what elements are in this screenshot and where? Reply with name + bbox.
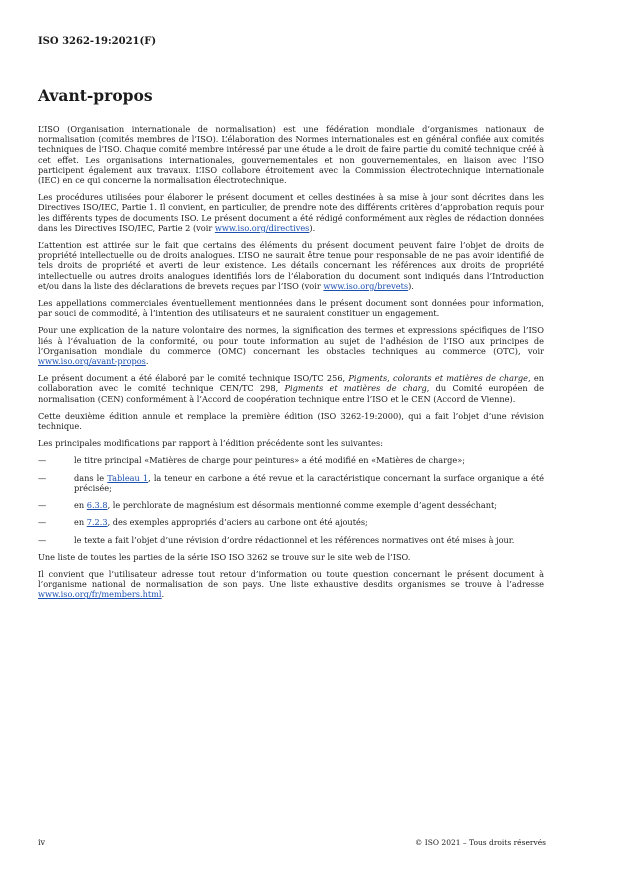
paragraph-procedures [38, 192, 544, 233]
document-body [38, 124, 544, 607]
list-item [38, 473, 544, 493]
paragraph-text: , du Comité européen de normalisation (CEN) conformément à l’Accord de coopération technique entre l’ISO et le CEN (Accord de Vienne). [38, 383, 544, 404]
foreword-link[interactable]: www.iso.org/avant-propos [38, 356, 146, 367]
list-item [38, 535, 544, 545]
paragraph-text: Il convient que l’utilisateur adresse tout retour d’information ou toute question concernant le présent document à l’organisme national de normalisation de son pays. Une liste exhaustive desdits organismes se trouve à l’adresse [38, 568, 544, 590]
list-item-text: , le perchlorate de magnésium est désormais mentionné comme exemple d’agent desséchant; [107, 500, 498, 511]
list-dash: — [38, 455, 47, 466]
list-item-text: dans le [74, 472, 108, 483]
list-item [38, 455, 544, 465]
table-1-link[interactable]: Tableau 1 [107, 472, 149, 483]
paragraph-text: Pour une explication de la nature volontaire des normes, la signification des termes et expressions spécifiques de l’ISO liés à l’évaluation de la conformité, ou pour toute information au sujet de l’adhésion de l’ISO aux principes de l’Organisation mondiale du commerce (OMC) concernant les obstacles techniques au commerce (OTC), voir [38, 325, 544, 356]
paragraph-committee [38, 373, 544, 404]
list-dash: — [38, 500, 47, 511]
paragraph-text: , en collaboration avec le comité technique CEN/TC 298, [38, 373, 544, 394]
paragraph-text: Le présent document a été élaboré par le comité technique ISO/TC 256, [38, 373, 349, 384]
clause-7-2-3-link[interactable]: 7.2.3 [86, 517, 108, 528]
members-link[interactable]: www.iso.org/fr/members.html [38, 589, 162, 600]
list-item-text: , la teneur en carbone a été revue et la caractéristique concernant la surface organique a été précisée; [74, 472, 544, 493]
paragraph-patents [38, 240, 544, 291]
section-title: Avant-propos [38, 86, 153, 105]
list-dash: — [38, 534, 47, 545]
paragraph-feedback [38, 569, 544, 600]
paragraph-text: L’attention est attirée sur le fait que certains des éléments du présent document peuvent faire l’objet de droits de propriété intellectuelle ou de droits analogues. L’ISO ne saurait être tenue pour responsable de ne pas avoir identifié de tels droits de propriété et averti de leur existence. Les détails concernant les références aux droits de propriété intellectuelle ou autres droits analogues identifiés lors de l’élaboration du document sont indiqués dans l’Introduction et/ou dans la liste des déclarations de brevets reçues par l’ISO (voir [38, 240, 544, 291]
patents-link[interactable]: www.iso.org/brevets [323, 280, 409, 291]
paragraph-text: ). [309, 222, 316, 233]
page-number: iv [38, 838, 46, 847]
list-item [38, 500, 544, 510]
list-item-text: le titre principal «Matières de charge pour peintures» a été modifié en «Matières de charge»; [74, 455, 465, 466]
list-item-text: le texte a fait l’objet d’une révision d’ordre rédactionnel et les références normatives ont été mises à jour. [74, 534, 515, 545]
copyright-notice: © ISO 2021 – Tous droits réservés [414, 838, 546, 847]
paragraph-changes-intro: Les principales modifications par rapport à l’édition précédente sont les suivantes: [38, 438, 383, 449]
paragraph-series-list: Une liste de toutes les parties de la série ISO ISO 3262 se trouve sur le site web de l’ISO. [38, 551, 411, 562]
paragraph-iso-intro: L’ISO (Organisation internationale de normalisation) est une fédération mondiale d’organismes nationaux de normalisation (comités membres de l’ISO). L’élaboration des Normes internationales est en général confiée aux comités techniques de l’ISO. Chaque comité membre intéressé par une étude a le droit de faire partie du comité technique créé à cet effet. Les organisations internationales, gouvernementales et non gouvernementales, en liaison avec l’ISO participent également aux travaux. L’ISO collabore étroitement avec la Commission électrotechnique internationale (IEC) en ce qui concerne la normalisation électrotechnique. [38, 124, 544, 186]
committee-title-cen: Pigments et matières de charg [284, 383, 427, 394]
paragraph-text: ). [408, 280, 414, 291]
changes-list [38, 455, 544, 544]
list-item-text: en [74, 500, 87, 511]
committee-title-iso: Pigments, colorants et matières de charge [348, 373, 528, 384]
clause-6-3-8-link[interactable]: 6.3.8 [86, 500, 108, 511]
list-item-text: , des exemples appropriés d’aciers au carbone ont été ajoutés; [107, 517, 368, 528]
paragraph-text: . [161, 589, 165, 600]
paragraph-trade-names: Les appellations commerciales éventuellement mentionnées dans le présent document sont données pour information, par souci de commodité, à l’intention des utilisateurs et ne sauraient constituer un engagement. [38, 298, 544, 319]
directives-link[interactable]: www.iso.org/directives [214, 222, 310, 233]
list-dash: — [38, 517, 47, 528]
paragraph-text: Les procédures utilisées pour élaborer le présent document et celles destinées à sa mise à jour sont décrites dans les Directives ISO/IEC, Partie 1. Il convient, en particulier, de prendre note des différents critères d’approbation requis pour les différents types de documents ISO. Le présent document a été rédigé conformément aux règles de rédaction données dans les Directives ISO/IEC, Partie 2 (voir [38, 192, 544, 233]
paragraph-voluntary-nature [38, 325, 544, 366]
list-dash: — [38, 472, 47, 483]
document-header: ISO 3262-19:2021(F) [38, 36, 157, 47]
list-item-text: en [74, 517, 87, 528]
paragraph-edition: Cette deuxième édition annule et remplace la première édition (ISO 3262-19:2000), qui a fait l’objet d’une révision technique. [38, 410, 544, 432]
paragraph-text: . [145, 356, 149, 367]
list-item [38, 517, 544, 527]
